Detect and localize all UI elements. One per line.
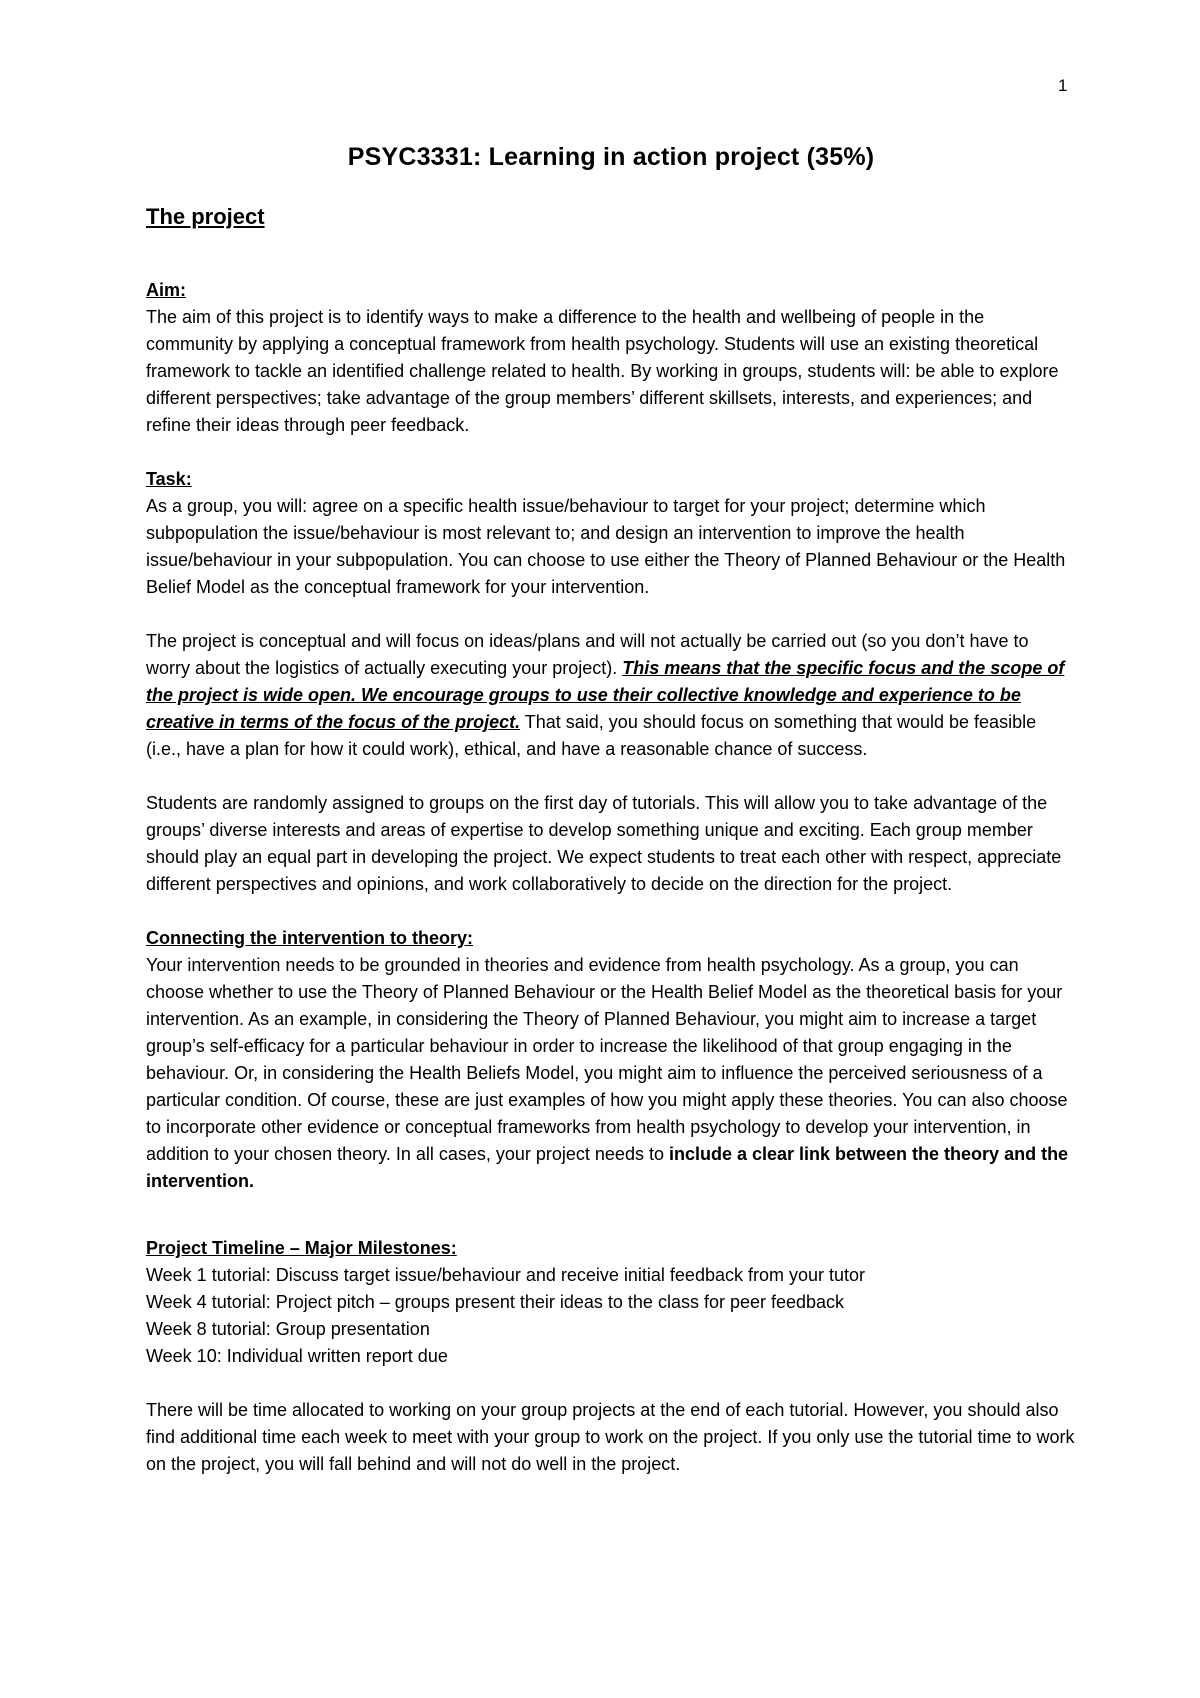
milestone-list [146, 1262, 1076, 1370]
page-number: 1 [1058, 76, 1068, 95]
theory-section [146, 925, 1076, 1195]
task-paragraph-2-end: That said, you should focus on something that would be feasible (i.e., have a plan for how it could work), ethical, and have a reasonable chance of success. [146, 712, 1037, 759]
aim-text: The aim of this project is to identify ways to make a difference to the health and wellbeing of people in the community by applying a conceptual framework from health psychology. Students will use an existing theoretical framework to tackle an identified challenge related to health. By working in groups, students will: be able to explore different perspectives; take advantage of the group members’ different skillsets, interests, and experiences; and refine their ideas through peer feedback. [146, 307, 1059, 435]
task-paragraph-1: As a group, you will: agree on a specific health issue/behaviour to target for your project; determine which subpopulation the issue/behaviour is most relevant to; and design an intervention to improve the health issue/behaviour in your subpopulation. You can choose to use either the Theory of Planned Behaviour or the Health Belief Model as the conceptual framework for your intervention. [146, 496, 1066, 597]
section-title-the-project: The project [146, 204, 265, 229]
task-paragraph-2 [146, 628, 1076, 763]
timeline-closing: There will be time allocated to working on your group projects at the end of each tutorial. However, you should also find additional time each week to meet with your group to work on the project. If you only use the tutorial time to work on the project, you will fall behind and will not do well in the project. [146, 1400, 1075, 1474]
milestone-item: Week 8 tutorial: Group presentation [146, 1319, 430, 1339]
task-section [146, 466, 1076, 601]
document-body [146, 140, 1076, 1505]
theory-text-bold: include a clear link between the theory and the intervention. [146, 1144, 1069, 1191]
milestone-item: Week 4 tutorial: Project pitch – groups present their ideas to the class for peer feedback [146, 1292, 845, 1312]
milestone-item: Week 1 tutorial: Discuss target issue/behaviour and receive initial feedback from your tutor [146, 1265, 866, 1285]
task-paragraph-2-emphasis: This means that the specific focus and the scope of the project is wide open. We encourage groups to use their collective knowledge and experience to be creative in terms of the focus of the project. [146, 658, 1065, 732]
timeline-section [146, 1235, 1076, 1478]
theory-heading: Connecting the intervention to theory: [146, 928, 473, 948]
theory-text-start: Your intervention needs to be grounded in theories and evidence from health psychology. As a group, you can choose whether to use the Theory of Planned Behaviour or the Health Belief Model as the theoretical basis for your intervention. As an example, in considering the Theory of Planned Behaviour, you might aim to increase a target group’s self-efficacy for a particular behaviour in order to increase the likelihood of that group engaging in the behaviour. Or, in considering the Health Beliefs Model, you might aim to influence the perceived seriousness of a particular condition. Of course, these are just examples of how you might apply these theories. You can also choose to incorporate other evidence or conceptual frameworks from health psychology to develop your intervention, in addition to your chosen theory. In all cases, your project needs to [146, 955, 1068, 1164]
document-title: PSYC3331: Learning in action project (35%) [347, 143, 875, 171]
milestone-item: Week 10: Individual written report due [146, 1346, 448, 1366]
task-heading: Task: [146, 469, 192, 489]
theory-text [146, 952, 1076, 1195]
aim-section [146, 277, 1076, 439]
task-paragraph-3: Students are randomly assigned to groups on the first day of tutorials. This will allow you to take advantage of the groups’ diverse interests and areas of expertise to develop something unique and exciting. Each group member should play an equal part in developing the project. We expect students to treat each other with respect, appreciate different perspectives and opinions, and work collaboratively to decide on the direction for the project. [146, 793, 1062, 894]
timeline-heading: Project Timeline – Major Milestones: [146, 1238, 457, 1258]
aim-heading: Aim: [146, 280, 186, 300]
task-paragraph-2-start: The project is conceptual and will focus on ideas/plans and will not actually be carried out (so you don’t have to worry about the logistics of actually executing your project). [146, 631, 1029, 678]
